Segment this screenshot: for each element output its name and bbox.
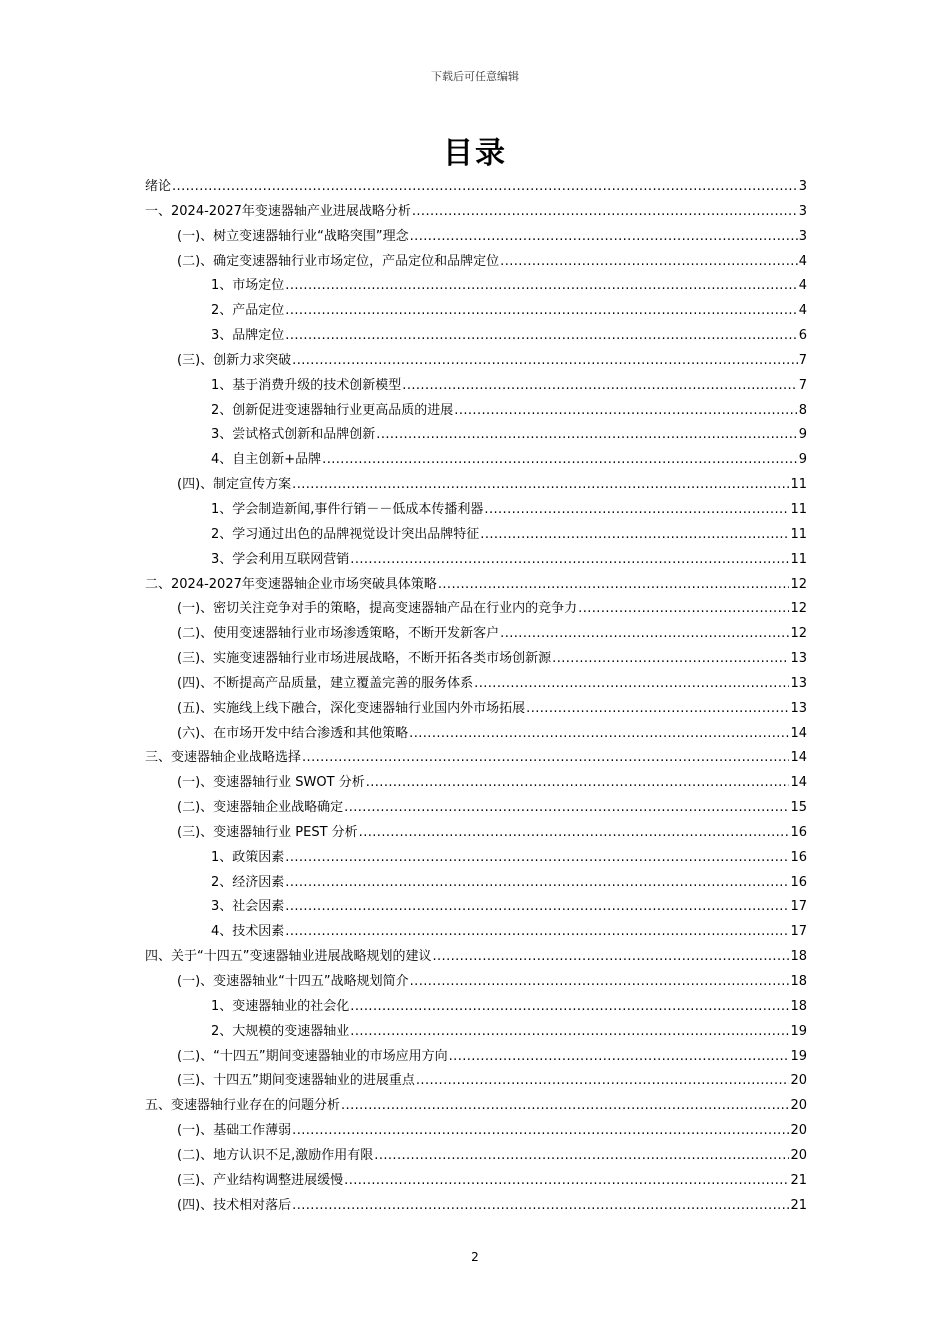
toc-entry-page: 12	[790, 626, 807, 642]
toc-entry[interactable]	[145, 895, 807, 920]
toc-dot-leader	[552, 647, 789, 672]
toc-dot-leader	[292, 1119, 789, 1144]
toc-dot-leader	[322, 448, 798, 473]
toc-entry[interactable]	[145, 846, 807, 871]
toc-entry-page: 3	[798, 203, 807, 219]
toc-entry-page: 14	[790, 775, 807, 791]
toc-entry[interactable]	[145, 796, 807, 821]
toc-entry-text: 3、学会利用互联网营销	[211, 551, 350, 567]
toc-entry-page: 18	[790, 998, 807, 1014]
toc-entry-page: 13	[790, 675, 807, 691]
toc-entry-text: (二)、确定变速器轴行业市场定位，产品定位和品牌定位	[177, 253, 500, 269]
toc-dot-leader	[402, 374, 797, 399]
toc-dot-leader	[438, 573, 790, 598]
toc-entry-text: (三)、变速器轴行业 PEST 分析	[177, 824, 358, 840]
toc-entry[interactable]	[145, 448, 807, 473]
toc-entry-page: 16	[790, 824, 807, 840]
toc-entry[interactable]	[145, 250, 807, 275]
toc-entry-text: 3、尝试格式创新和品牌创新	[211, 427, 376, 443]
toc-dot-leader	[292, 473, 789, 498]
toc-dot-leader	[359, 821, 790, 846]
toc-entry-page: 11	[790, 477, 807, 493]
toc-entry-text: 1、政策因素	[211, 849, 285, 865]
toc-entry[interactable]	[145, 821, 807, 846]
toc-entry-page: 16	[790, 849, 807, 865]
toc-entry-text: (一)、密切关注竞争对手的策略，提高变速器轴产品在行业内的竞争力	[177, 601, 578, 617]
toc-dot-leader	[449, 1045, 790, 1070]
toc-entry-page: 20	[790, 1073, 807, 1089]
toc-entry-text: (二)、地方认识不足,激励作用有限	[177, 1147, 374, 1163]
toc-entry-text: (一)、基础工作薄弱	[177, 1123, 292, 1139]
toc-entry[interactable]	[145, 473, 807, 498]
toc-dot-leader	[292, 1194, 789, 1219]
toc-entry-text: 3、社会因素	[211, 899, 285, 915]
toc-dot-leader	[500, 622, 789, 647]
toc-entry-text: 4、技术因素	[211, 924, 285, 940]
toc-entry-text: 二、2024-2027年变速器轴企业市场突破具体策略	[145, 576, 437, 592]
toc-entry-page: 18	[790, 974, 807, 989]
toc-dot-leader	[366, 771, 790, 796]
toc-dot-leader	[480, 523, 789, 548]
toc-entry[interactable]	[145, 374, 807, 399]
toc-dot-leader	[285, 920, 789, 945]
toc-entry-page: 9	[798, 427, 807, 443]
toc-entry-text: (二)、“十四五”期间变速器轴业的市场应用方向	[177, 1048, 448, 1064]
toc-entry-page: 15	[790, 800, 807, 816]
toc-dot-leader	[474, 672, 789, 697]
toc-entry-page: 4	[798, 278, 807, 294]
toc-entry[interactable]	[145, 970, 807, 995]
toc-entry-text: (一)、树立变速器轴行业“战略突围”理念	[177, 228, 409, 244]
toc-entry[interactable]	[145, 274, 807, 299]
toc-entry-page: 17	[790, 924, 807, 940]
toc-dot-leader	[410, 225, 798, 250]
toc-dot-leader	[376, 423, 797, 448]
toc-entry-text: (二)、使用变速器轴行业市场渗透策略，不断开发新客户	[177, 626, 500, 642]
toc-entry-text: 4、自主创新+品牌	[211, 452, 322, 468]
toc-entry-text: (三)、实施变速器轴行业市场进展战略，不断开拓各类市场创新源	[177, 651, 552, 667]
toc-entry[interactable]	[145, 200, 807, 225]
toc-entry-page: 11	[790, 551, 807, 567]
toc-entry-page: 8	[798, 402, 807, 418]
toc-entry-page: 17	[790, 899, 807, 915]
toc-entry-page: 4	[798, 303, 807, 319]
toc-entry-text: 2、产品定位	[211, 303, 285, 319]
toc-dot-leader	[432, 945, 789, 970]
toc-dot-leader	[409, 722, 789, 747]
toc-entry[interactable]	[145, 1169, 807, 1194]
toc-entry-text: (四)、技术相对落后	[177, 1197, 292, 1213]
toc-entry[interactable]	[145, 548, 807, 573]
toc-entry-page: 14	[790, 750, 807, 766]
toc-entry-page: 7	[798, 377, 807, 393]
toc-dot-leader	[526, 697, 789, 722]
table-of-contents	[145, 175, 807, 1218]
toc-entry[interactable]	[145, 722, 807, 747]
toc-dot-leader	[172, 175, 798, 200]
toc-entry-page: 19	[790, 1048, 807, 1064]
toc-entry-text: (五)、实施线上线下融合，深化变速器轴行业国内外市场拓展	[177, 700, 526, 716]
toc-entry-page: 21	[790, 1197, 807, 1213]
toc-entry[interactable]	[145, 1194, 807, 1219]
toc-entry-page: 12	[790, 576, 807, 592]
toc-entry-text: (三)、产业结构调整进展缓慢	[177, 1172, 344, 1188]
toc-entry-page: 7	[798, 352, 807, 368]
toc-entry-text: (三)、创新力求突破	[177, 352, 292, 368]
toc-entry-text: (一)、变速器轴行业 SWOT 分析	[177, 775, 365, 791]
toc-entry[interactable]	[145, 945, 807, 970]
toc-entry[interactable]	[145, 1144, 807, 1169]
toc-entry-page: 20	[790, 1098, 807, 1114]
toc-dot-leader	[416, 1069, 790, 1094]
toc-entry[interactable]	[145, 697, 807, 722]
toc-dot-leader	[500, 250, 798, 275]
toc-dot-leader	[344, 796, 789, 821]
toc-entry-text: 四、关于“十四五”变速器轴业进展战略规划的建议	[145, 949, 432, 965]
toc-entry[interactable]	[145, 771, 807, 796]
toc-entry-page: 9	[798, 452, 807, 468]
toc-dot-leader	[484, 498, 789, 523]
page-number: 2	[471, 1250, 479, 1264]
toc-dot-leader	[302, 746, 789, 771]
toc-entry-text: 3、品牌定位	[211, 328, 285, 344]
toc-entry[interactable]	[145, 1119, 807, 1144]
toc-dot-leader	[350, 1020, 789, 1045]
toc-entry[interactable]	[145, 920, 807, 945]
toc-entry-page: 20	[790, 1123, 807, 1139]
toc-entry[interactable]	[145, 175, 807, 200]
toc-entry-page: 3	[798, 179, 807, 194]
toc-entry-text: (四)、制定宣传方案	[177, 477, 292, 493]
toc-entry-text: 五、变速器轴行业存在的问题分析	[145, 1098, 341, 1114]
toc-entry-text: 2、创新促进变速器轴行业更高品质的进展	[211, 402, 454, 418]
toc-entry-page: 18	[790, 949, 807, 965]
toc-title: 目录	[443, 136, 507, 171]
toc-dot-leader	[285, 324, 797, 349]
page-header: 下载后可任意编辑	[431, 70, 519, 83]
toc-dot-leader	[292, 349, 798, 374]
toc-entry-text: (四)、不断提高产品质量，建立覆盖完善的服务体系	[177, 675, 474, 691]
toc-entry-text: (三)、十四五”期间变速器轴业的进展重点	[177, 1073, 415, 1089]
toc-dot-leader	[350, 995, 789, 1020]
toc-dot-leader	[285, 895, 789, 920]
toc-dot-leader	[285, 871, 789, 896]
toc-entry-text: 2、经济因素	[211, 874, 285, 890]
toc-entry[interactable]	[145, 1020, 807, 1045]
toc-entry[interactable]	[145, 672, 807, 697]
toc-dot-leader	[412, 200, 798, 225]
toc-dot-leader	[285, 846, 789, 871]
toc-entry-page: 4	[798, 253, 807, 269]
toc-dot-leader	[341, 1094, 789, 1119]
toc-entry[interactable]	[145, 1094, 807, 1119]
toc-entry[interactable]	[145, 871, 807, 896]
toc-entry[interactable]	[145, 498, 807, 523]
toc-entry-text: 2、学习通过出色的品牌视觉设计突出品牌特征	[211, 526, 480, 542]
toc-dot-leader	[285, 299, 797, 324]
toc-entry-text: 三、变速器轴企业战略选择	[145, 750, 302, 766]
toc-entry[interactable]	[145, 1069, 807, 1094]
toc-entry-page: 14	[790, 725, 807, 741]
toc-entry-text: 1、学会制造新闻,事件行销－－低成本传播利器	[211, 501, 484, 517]
toc-entry[interactable]	[145, 647, 807, 672]
toc-entry-text: 绪论	[145, 179, 172, 194]
toc-entry[interactable]	[145, 1045, 807, 1070]
toc-entry[interactable]	[145, 225, 807, 250]
toc-dot-leader	[344, 1169, 789, 1194]
toc-entry-page: 16	[790, 874, 807, 890]
toc-entry-page: 19	[790, 1023, 807, 1039]
toc-entry[interactable]	[145, 299, 807, 324]
toc-entry[interactable]	[145, 622, 807, 647]
toc-entry-page: 13	[790, 700, 807, 716]
toc-entry-text: 一、2024-2027年变速器轴产业进展战略分析	[145, 203, 411, 219]
toc-entry-page: 11	[790, 501, 807, 517]
toc-entry[interactable]	[145, 423, 807, 448]
toc-entry[interactable]	[145, 573, 807, 598]
toc-entry-page: 11	[790, 526, 807, 542]
toc-dot-leader	[454, 399, 797, 424]
toc-entry[interactable]	[145, 995, 807, 1020]
toc-entry[interactable]	[145, 523, 807, 548]
toc-dot-leader	[578, 597, 789, 622]
toc-dot-leader	[374, 1144, 789, 1169]
toc-entry[interactable]	[145, 597, 807, 622]
toc-entry-text: 1、变速器轴业的社会化	[211, 998, 350, 1014]
toc-entry-text: (二)、变速器轴企业战略确定	[177, 800, 344, 816]
toc-dot-leader	[410, 970, 790, 995]
toc-entry-text: (一)、变速器轴业“十四五”战略规划简介	[177, 974, 409, 989]
toc-entry[interactable]	[145, 324, 807, 349]
toc-dot-leader	[350, 548, 789, 573]
toc-entry-page: 3	[798, 228, 807, 244]
toc-entry-text: 1、基于消费升级的技术创新模型	[211, 377, 402, 393]
toc-entry-page: 21	[790, 1172, 807, 1188]
toc-entry-page: 12	[790, 601, 807, 617]
toc-dot-leader	[285, 274, 797, 299]
toc-entry[interactable]	[145, 746, 807, 771]
toc-entry-text: 2、大规模的变速器轴业	[211, 1023, 350, 1039]
toc-entry-page: 20	[790, 1147, 807, 1163]
toc-entry-text: 1、市场定位	[211, 278, 285, 294]
toc-entry-text: (六)、在市场开发中结合渗透和其他策略	[177, 725, 409, 741]
toc-entry-page: 13	[790, 651, 807, 667]
toc-entry[interactable]	[145, 349, 807, 374]
toc-entry[interactable]	[145, 399, 807, 424]
toc-entry-page: 6	[798, 328, 807, 344]
